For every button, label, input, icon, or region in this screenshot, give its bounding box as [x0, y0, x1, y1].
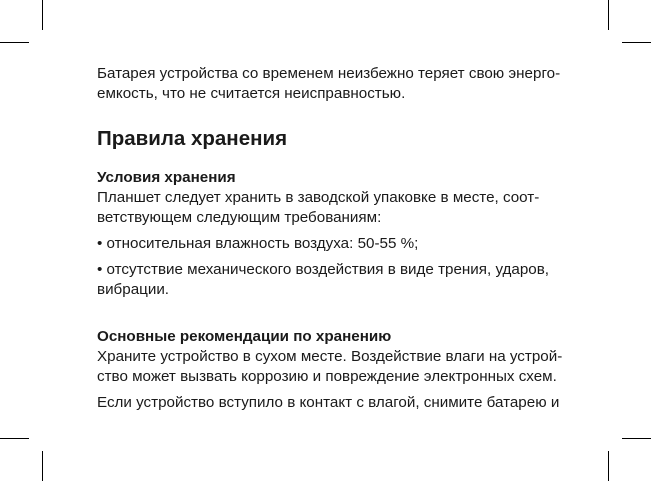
document-page — [97, 64, 580, 413]
conditions-line: ветствующем следующим требованиям: — [97, 209, 382, 226]
crop-mark-top-right-horizontal — [622, 42, 651, 43]
bullet-line: вибрации. — [97, 281, 170, 298]
conditions-line: Планшет следует хранить в заводской упаковке в месте, соот- — [97, 189, 540, 206]
recommendations-paragraph-1 — [97, 347, 580, 387]
crop-mark-bottom-right-vertical — [608, 451, 609, 481]
crop-mark-bottom-right-horizontal — [622, 438, 651, 439]
recommendations-line: Если устройство вступило в контакт с влагой, снимите батарею и — [97, 394, 560, 411]
recommendations-line: Храните устройство в сухом месте. Воздействие влаги на устрой- — [97, 348, 563, 365]
conditions-heading: Условия хранения — [97, 169, 236, 186]
crop-mark-bottom-left-vertical — [42, 451, 43, 481]
crop-mark-top-left-horizontal — [0, 42, 29, 43]
recommendations-heading: Основные рекомендации по хранению — [97, 328, 392, 345]
intro-line: емкость, что не считается неисправностью. — [97, 85, 406, 102]
recommendations-paragraph-2 — [97, 393, 580, 413]
crop-mark-bottom-left-horizontal — [0, 438, 29, 439]
bullet-mechanical — [97, 260, 580, 300]
bullet-line: • отсутствие механического воздействия в виде трения, ударов, — [97, 261, 550, 278]
recommendations-line: ство может вызвать коррозию и повреждение электронных схем. — [97, 368, 557, 385]
section-title: Правила хранения — [97, 127, 288, 150]
conditions-paragraph — [97, 188, 580, 228]
crop-mark-top-right-vertical — [608, 0, 609, 30]
bullet-humidity: • относительная влажность воздуха: 50-55 %; — [97, 235, 419, 252]
intro-line: Батарея устройства со временем неизбежно теряет свою энерго- — [97, 65, 561, 82]
crop-mark-top-left-vertical — [42, 0, 43, 30]
intro-paragraph — [97, 64, 580, 104]
